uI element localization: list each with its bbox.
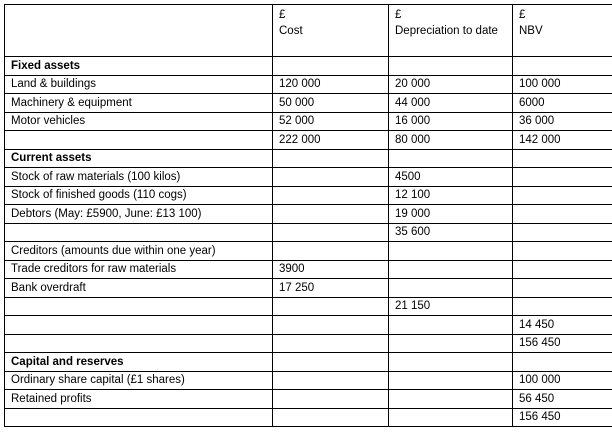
table-row <box>5 260 612 279</box>
depreciation-cell: 4500 <box>389 168 513 187</box>
depreciation-cell <box>389 408 513 427</box>
nbv-cell <box>513 205 612 224</box>
row-label-cell <box>5 297 273 316</box>
header-nbv-cell <box>513 5 612 57</box>
nbv-cell <box>513 57 612 76</box>
table-row <box>5 205 612 224</box>
table-row <box>5 57 612 76</box>
row-label-cell <box>5 223 273 242</box>
row-label-cell: Stock of raw materials (100 kilos) <box>5 168 273 187</box>
cost-cell <box>273 205 389 224</box>
table-row <box>5 371 612 390</box>
table-row <box>5 112 612 131</box>
depreciation-cell <box>389 149 513 168</box>
table-row <box>5 223 612 242</box>
cost-cell: 50 000 <box>273 94 389 113</box>
cost-cell <box>273 297 389 316</box>
cost-cell <box>273 168 389 187</box>
nbv-cell: 56 450 <box>513 390 612 409</box>
balance-sheet-table <box>4 4 612 427</box>
nbv-cell: 156 450 <box>513 334 612 353</box>
table-row <box>5 186 612 205</box>
header-depreciation-cell <box>389 5 513 57</box>
row-label-cell <box>5 408 273 427</box>
nbv-cell: 36 000 <box>513 112 612 131</box>
table-row <box>5 94 612 113</box>
nbv-cell <box>513 279 612 298</box>
depreciation-cell <box>389 242 513 261</box>
row-label-cell <box>5 131 273 150</box>
depreciation-cell <box>389 279 513 298</box>
depreciation-cell <box>389 334 513 353</box>
table-row <box>5 149 612 168</box>
row-label-cell: Retained profits <box>5 390 273 409</box>
depreciation-cell: 16 000 <box>389 112 513 131</box>
table-row <box>5 75 612 94</box>
cost-cell: 17 250 <box>273 279 389 298</box>
nbv-cell <box>513 353 612 372</box>
cost-cell <box>273 408 389 427</box>
depreciation-cell <box>389 260 513 279</box>
row-label-cell: Machinery & equipment <box>5 94 273 113</box>
nbv-cell: 6000 <box>513 94 612 113</box>
header-nbv-currency: £ <box>519 9 526 21</box>
row-label-cell: Trade creditors for raw materials <box>5 260 273 279</box>
table-row <box>5 297 612 316</box>
table-row <box>5 131 612 150</box>
row-label-cell: Ordinary share capital (£1 shares) <box>5 371 273 390</box>
nbv-cell <box>513 223 612 242</box>
cost-cell <box>273 57 389 76</box>
row-label-cell: Motor vehicles <box>5 112 273 131</box>
row-label-cell: Land & buildings <box>5 75 273 94</box>
cost-cell <box>273 353 389 372</box>
table-row <box>5 279 612 298</box>
nbv-cell: 100 000 <box>513 371 612 390</box>
table-row <box>5 334 612 353</box>
nbv-cell <box>513 297 612 316</box>
table-row <box>5 168 612 187</box>
depreciation-cell <box>389 390 513 409</box>
cost-cell <box>273 223 389 242</box>
cost-cell <box>273 242 389 261</box>
header-nbv-title: NBV <box>519 25 543 37</box>
cost-cell: 3900 <box>273 260 389 279</box>
nbv-cell: 142 000 <box>513 131 612 150</box>
depreciation-cell <box>389 371 513 390</box>
depreciation-cell <box>389 57 513 76</box>
cost-cell <box>273 149 389 168</box>
row-label-cell: Bank overdraft <box>5 279 273 298</box>
nbv-cell: 100 000 <box>513 75 612 94</box>
row-label-cell: Fixed assets <box>5 57 273 76</box>
depreciation-cell: 44 000 <box>389 94 513 113</box>
header-cost-currency: £ <box>279 9 286 21</box>
cost-cell <box>273 186 389 205</box>
nbv-cell <box>513 168 612 187</box>
header-depreciation-title: Depreciation to date <box>395 25 498 37</box>
depreciation-cell: 19 000 <box>389 205 513 224</box>
depreciation-cell <box>389 353 513 372</box>
nbv-cell: 14 450 <box>513 316 612 335</box>
nbv-cell <box>513 149 612 168</box>
header-label-cell <box>5 5 273 57</box>
depreciation-cell: 20 000 <box>389 75 513 94</box>
cost-cell <box>273 334 389 353</box>
table-row <box>5 390 612 409</box>
cost-cell <box>273 371 389 390</box>
cost-cell: 120 000 <box>273 75 389 94</box>
header-row <box>5 5 612 57</box>
table-row <box>5 242 612 261</box>
header-cost-cell <box>273 5 389 57</box>
depreciation-cell: 80 000 <box>389 131 513 150</box>
header-depreciation-currency: £ <box>395 9 402 21</box>
depreciation-cell: 21 150 <box>389 297 513 316</box>
table-row <box>5 316 612 335</box>
cost-cell: 222 000 <box>273 131 389 150</box>
row-label-cell: Capital and reserves <box>5 353 273 372</box>
nbv-cell <box>513 242 612 261</box>
table-row <box>5 353 612 372</box>
row-label-cell <box>5 316 273 335</box>
row-label-cell: Creditors (amounts due within one year) <box>5 242 273 261</box>
nbv-cell <box>513 186 612 205</box>
row-label-cell: Stock of finished goods (110 cogs) <box>5 186 273 205</box>
cost-cell <box>273 390 389 409</box>
depreciation-cell <box>389 316 513 335</box>
depreciation-cell: 12 100 <box>389 186 513 205</box>
header-cost-title: Cost <box>279 25 303 37</box>
cost-cell: 52 000 <box>273 112 389 131</box>
row-label-cell: Debtors (May: £5900, June: £13 100) <box>5 205 273 224</box>
nbv-cell: 156 450 <box>513 408 612 427</box>
table-row <box>5 408 612 427</box>
row-label-cell <box>5 334 273 353</box>
cost-cell <box>273 316 389 335</box>
nbv-cell <box>513 260 612 279</box>
depreciation-cell: 35 600 <box>389 223 513 242</box>
row-label-cell: Current assets <box>5 149 273 168</box>
